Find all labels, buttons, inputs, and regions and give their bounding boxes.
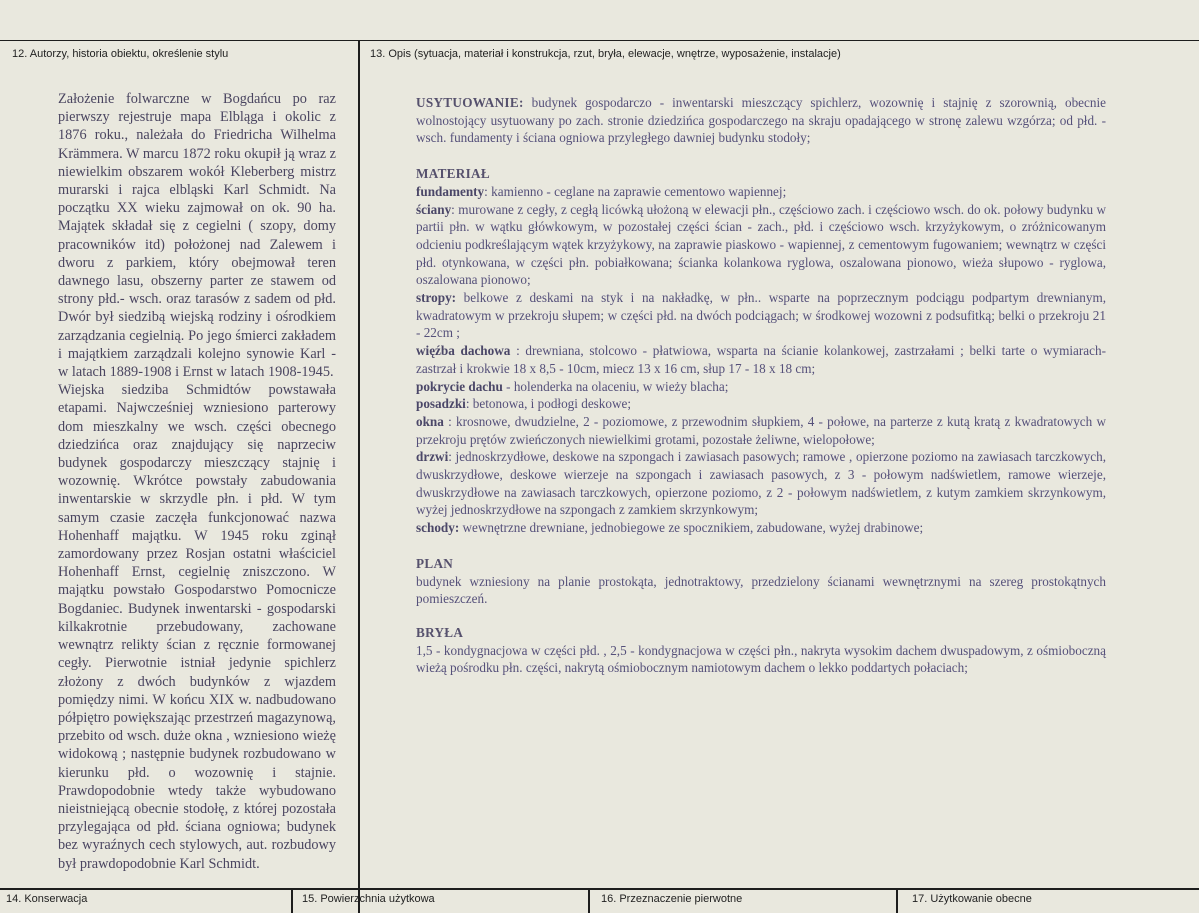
- plan-text: budynek wzniesiony na planie prostokąta, jednotraktowy, przedzielony ścianami wewnętrznymi na szereg prostokątnych pomieszczeń.: [416, 573, 1106, 607]
- plan-heading: PLAN: [416, 555, 454, 571]
- footer-divider-15: [291, 890, 293, 913]
- section-16-label: 16. Przeznaczenie pierwotne: [601, 893, 743, 905]
- posadzki-paragraph: posadzki: betonowa, i podłogi deskowe;: [416, 396, 632, 412]
- stropy-paragraph: stropy: belkowe z deskami na styk i na nakładkę, w płn.. wsparte na poprzecznym podciągu podpartym drewnianym, kwadratowym w przekroju słupem; w części płd. na dwóch podciągach; w środkowej wozowni z podsufitką; belki o przekroju 21 - 22cm ;: [416, 290, 1106, 341]
- wiezba-label: więźba dachowa: [416, 343, 511, 359]
- description-text: [416, 94, 1106, 677]
- okna-label: okna: [416, 413, 444, 429]
- usytuowanie-text: budynek gospodarczo - inwentarski mieszczący spichlerz, wozownię i stajnię z szorownią, obecnie wolnostojący usytuowany po zach. stronie dziedzińca gospodarczego na skraju opadającego w stronę zalewu wzgórza; od płd. - wsch. fundamenty i ściana ogniowa przyległego dawniej budynku stodoły;: [416, 95, 1106, 146]
- pokrycie-paragraph: pokrycie dachu - holenderka na olaceniu, w wieży blacha;: [416, 378, 729, 394]
- bryla-heading: BRYŁA: [416, 624, 464, 640]
- section-17-label: 17. Użytkowanie obecne: [912, 893, 1032, 905]
- fundamenty-paragraph: fundamenty: kamienno - ceglane na zaprawie cementowo wapiennej;: [416, 183, 787, 199]
- usytuowanie-heading: USYTUOWANIE:: [416, 95, 524, 110]
- pokrycie-label: pokrycie dachu: [416, 378, 503, 394]
- history-text: [58, 90, 336, 873]
- section-12-title: Autorzy, historia obiektu, określenie stylu: [29, 48, 229, 60]
- section-13-header: [370, 48, 841, 60]
- bryla-text: 1,5 - kondygnacjowa w części płd. , 2,5 - kondygnacjowa w części płn., nakryta wysokim dachem dwuspadowym, z ośmioboczną wieżą pośrodku płn. części, nakrytą ośmiobocznym namiotowym dachem o lekko poddartych połaciach;: [416, 642, 1106, 676]
- footer-divider: [0, 888, 1199, 890]
- sciany-paragraph: ściany: murowane z cegły, z cegłą licówką ułożoną w elewacji płn., częściowo zach. i częściowo wsch. do ok. połowy budynku w partii płn. w wątku główkowym, w pozostałej części ścian - zach., płd. i częściowo wsch. krzyżykowym, o zróżnicowanym odcieniu podkreślającym wątek krzyżykowy, na zaprawie piaskowo - wapiennej, z cementowym fugowaniem; wewnątrz w części płd. otynkowana, w części płn. pobiałkowana; ścianka kolankowa ryglowa, oszalowana pionowo, wieża słupowo - ryglowa, oszalowana pionowo;: [416, 201, 1106, 288]
- posadzki-label: posadzki: [416, 396, 466, 412]
- sciany-label: ściany: [416, 201, 452, 217]
- schody-label: schody:: [416, 520, 460, 536]
- section-12-header: [12, 48, 228, 60]
- header-divider: [0, 40, 1199, 41]
- drzwi-paragraph: drzwi: jednoskrzydłowe, deskowe na szpongach i zawiasach pasowych; ramowe , opierzone poziomo na zawiasach tarczkowych, dwuskrzydłowe, deskowe wierzeje na szpongach i zawiasach pasowych, z 3 - połowym nadświetlem, ramowe wierzeje, dwuskrzydłowe na zawiasach tarczkowych, opierzone poziomo, z 2 - połowym nadświetlem, z kutym zamkiem skrzynkowym, wyżej jednoskrzydłowe na szpongach z zamkiem skrzynkowym;: [416, 449, 1106, 518]
- stropy-label: stropy:: [416, 290, 457, 306]
- column-divider: [358, 40, 360, 913]
- section-12-number: 12.: [12, 48, 28, 60]
- section-13-title: Opis (sytuacja, materiał i konstrukcja, rzut, bryła, elewacje, wnętrze, wyposażenie, instalacje): [388, 48, 841, 60]
- section-15-label: 15. Powierzchnia użytkowa: [302, 893, 435, 905]
- wiezba-paragraph: więźba dachowa : drewniana, stolcowo - płatwiowa, wsparta na ścianie kolankowej, zastrzałami ; belki tarte o wymiarach- zastrzał i krokwie 18 x 8,5 - 10cm, miecz 13 x 16 cm, słup 17 - 18 x 18 cm;: [416, 343, 1106, 376]
- drzwi-label: drzwi: [416, 449, 449, 465]
- fundamenty-label: fundamenty: [416, 183, 485, 199]
- history-paragraph-2: Wiejska siedziba Schmidtów powstawała etapami. Najwcześniej wzniesiono parterowy dom mieszkalny we wsch. części obecnego dziedzińca oraz znajdujący się naprzeciw budynek gospodarczy mieszczący stajnię i wozownię. Wkrótce powstały zabudowania inwentarskie w skrzydle płn. i płd. W tym samym czasie zaczęła funkcjonować nazwa Hohenhaff majątku. W 1945 roku zginął zamordowany przez Rosjan ostatni właściciel Hohenhaff Ernst, cegielnię zniszczono. W majątku powstało Gospodarstwo Pomocnicze Bogdaniec. Budynek inwentarski - gospodarski kilkakrotnie przebudowany, zachowane wewnątrz relikty ścian z ręcznie formowanej cegły. Pierwotnie istniał jedynie spichlerz złożony z dwóch budynków z wjazdem pomiędzy nimi. W końcu XIX w. nadbudowano półpiętro powiększając przestrzeń magazynową, przebito od wsch. duże okna , wzniesiono wieżę widokową ; następnie budynek rozbudowano w kierunku płd. o wozownię i stajnie. Prawdopodobnie wtedy także wybudowano nieistniejącą obecnie stodołę, z której pozostała przylegająca od płd. ściana ogniowa; budynek bez wyraźnych cech stylowych, aut. rozbudowy był prawdopodobnie Karl Schmidt.: [58, 382, 336, 872]
- footer-divider-16: [588, 890, 590, 913]
- usytuowanie-paragraph: [416, 94, 1106, 147]
- section-13-number: 13.: [370, 48, 386, 60]
- history-paragraph-1: Założenie folwarczne w Bogdańcu po raz pierwszy rejestruje mapa Elbląga i okolic z 1876 roku., należała do Friedricha Wilhelma Krämmera. W marcu 1872 roku okupił ją wraz z niewielkim obszarem wokół Kleberberg mistrz murarski i rajca elbląski Karl Schmidt. Na początku XX wieku zajmował on ok. 90 ha. Majątek składał się z cegielni ( szopy, domy pracowników itd) położonej nad Zalewem i dworu z parkiem, który obejmował teren dawnego lasu, obszerny parter ze stawem od strony płd.- wsch. oraz tarasów z sadem od płd. Dwór był siedzibą wiejską rodziny i ośrodkiem zarządzania cegielnią. Po jego śmierci zakładem i majątkiem zarządzali kolejno synowie Karl - w latach 1889-1908 i Ernst w latach 1908-1945.: [58, 91, 336, 381]
- schody-paragraph: schody: wewnętrzne drewniane, jednobiegowe ze spocznikiem, zabudowane, wyżej drabinowe;: [416, 520, 924, 536]
- material-heading: MATERIAŁ: [416, 166, 490, 182]
- okna-paragraph: okna : krosnowe, dwudzielne, 2 - poziomowe, z przewodnim słupkiem, 4 - połowe, na parterze z kutą kratą z kwadratowych w przekroju prętów zwieńczonych niewielkimi grotami, pozostałe żeliwne, wielopołowe;: [416, 413, 1106, 447]
- section-14-label: 14. Konserwacja: [6, 893, 88, 905]
- footer-divider-17: [896, 890, 898, 913]
